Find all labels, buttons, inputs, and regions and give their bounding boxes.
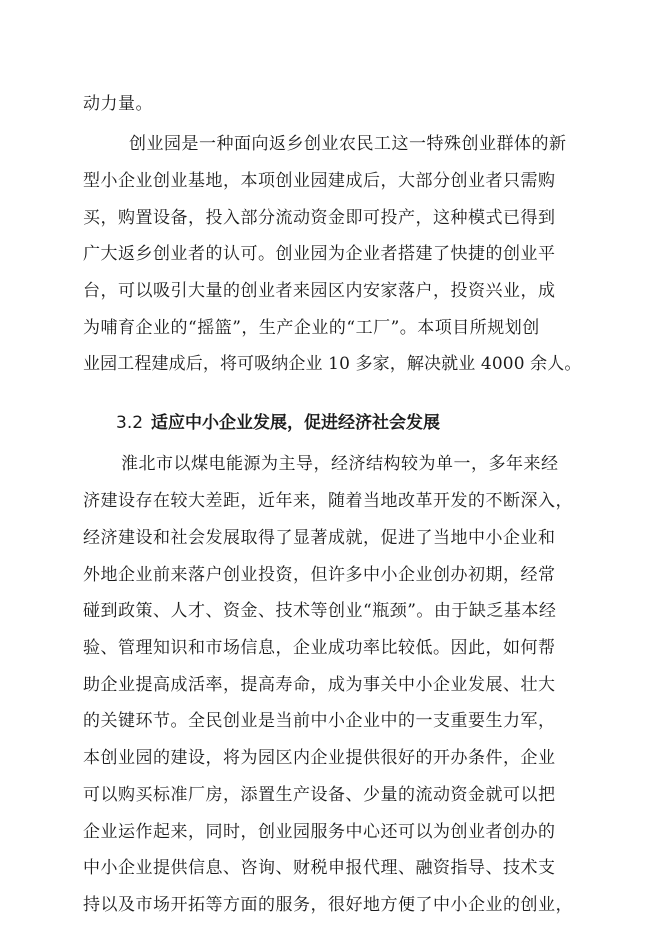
section-number: 3.2: [116, 413, 144, 433]
text-line: 的关键环节。全民创业是当前中小企业中的一支重要生力军，: [83, 711, 556, 731]
text-line: 淮北市以煤电能源为主导，经济结构较为单一，多年来经: [121, 454, 559, 474]
text-line: 企业运作起来，同时，创业园服务中心还可以为创业者创办的: [83, 822, 556, 842]
text-line: 广大返乡创业者的认可。创业园为企业者搭建了快捷的创业平: [83, 244, 556, 264]
text-line: 创业园是一种面向返乡创业农民工这一特殊创业群体的新: [129, 134, 567, 154]
section-heading: [116, 413, 440, 433]
text-line: 买，购置设备，投入部分流动资金即可投产，这种模式已得到: [83, 208, 556, 228]
text-line: 助企业提高成活率，提高寿命，成为事关中小企业发展、壮大: [83, 675, 556, 695]
text-line: 中小企业提供信息、咨询、财税申报代理、融资指导、技术支: [83, 858, 556, 878]
text-line: 型小企业创业基地，本项创业园建成后，大部分创业者只需购: [83, 171, 556, 191]
text-line: 碰到政策、人才、资金、技术等创业“瓶颈”。由于缺乏基本经: [83, 601, 557, 621]
text-line: 本创业园的建设，将为园区内企业提供很好的开办条件，企业: [83, 748, 556, 768]
section-title: 适应中小企业发展，促进经济社会发展: [151, 413, 441, 433]
text-line: 经济建设和社会发展取得了显著成就，促进了当地中小企业和: [83, 528, 556, 548]
text-line: 外地企业前来落户创业投资，但许多中小企业创办初期，经常: [83, 565, 556, 585]
text-line: 为哺育企业的“摇篮”，生产企业的“工厂”。本项目所规划创: [83, 318, 540, 338]
text-line: 持以及市场开拓等方面的服务，很好地方便了中小企业的创业，: [83, 895, 573, 915]
paragraph-continuation: 动力量。: [83, 94, 153, 114]
text-line: 可以购买标准厂房，添置生产设备、少量的流动资金就可以把: [83, 785, 556, 805]
text-line: 济建设存在较大差距，近年来，随着当地改革开发的不断深入，: [83, 491, 573, 511]
text-line: 台，可以吸引大量的创业者来园区内安家落户，投资兴业，成: [83, 281, 556, 301]
text-line: 验、管理知识和市场信息，企业成功率比较低。因此，如何帮: [83, 638, 556, 658]
text-line: 业园工程建成后，将可吸纳企业 10 多家，解决就业 4000 余人。: [83, 354, 582, 374]
